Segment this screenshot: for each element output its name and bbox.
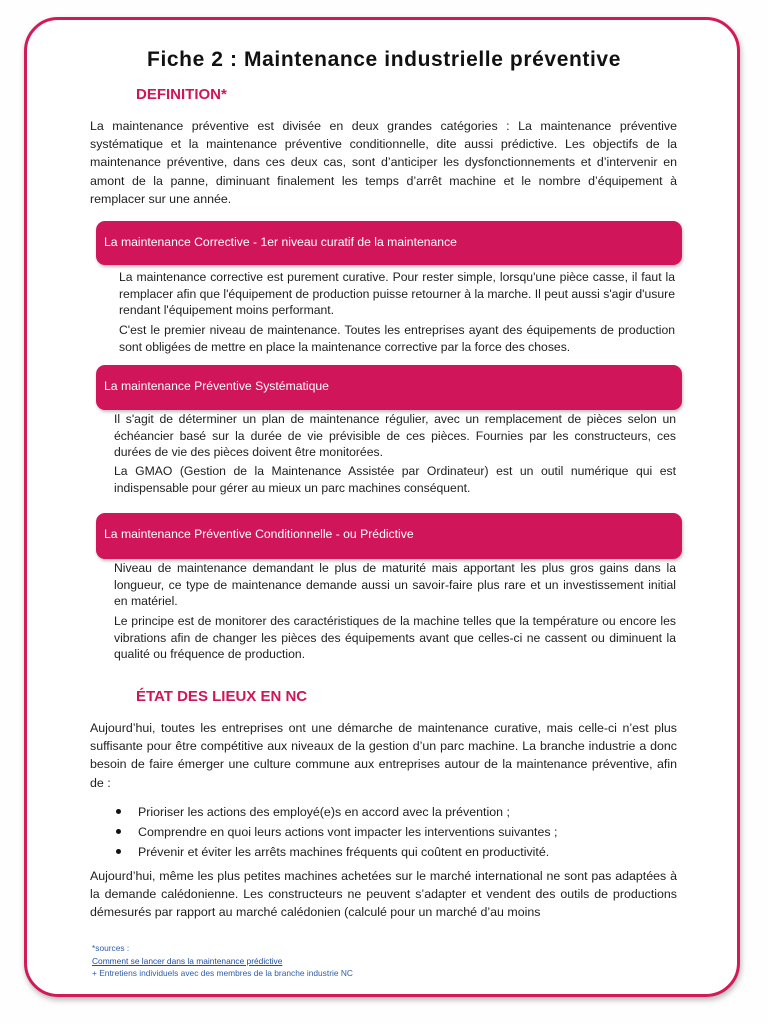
etat-intro-paragraph: Aujourd’hui, toutes les entreprises ont une démarche de maintenance curative, mais celle-ci n’est plus suffisante pour être compétitive aux niveaux de la gestion d’un parc machine. La branche industrie a donc besoin de faire émerger une culture commune aux entreprises autour de la maintenance préventive, afin de :: [90, 721, 677, 790]
bullet-dot-icon: [116, 829, 121, 834]
etat-heading: ÉTAT DES LIEUX EN NC: [136, 688, 308, 705]
etat-outro-paragraph: Aujourd’hui, même les plus petites machines achetées sur le marché international ne sont pas adaptées à la demande calédonienne. Les constructeurs ne peuvent s’adapter et vendent des outils de productions démesurés par rapport au marché calédonien (calculé pour un marché d’au moins: [90, 869, 677, 920]
section-bar-conditionnelle: La maintenance Préventive Conditionnelle - ou Prédictive: [96, 513, 682, 559]
sources-link[interactable]: Comment se lancer dans la maintenance prédictive: [92, 955, 283, 966]
bullet-dot-icon: [116, 809, 121, 814]
conditionnelle-paragraph-2: Le principe est de monitorer des caractéristiques de la machine telles que la température ou encore les vibrations afin de changer les pièces des équipements avant que celles-ci ne cassent ou diminuent la qualité ou fréquence de production.: [114, 614, 676, 661]
systematique-paragraph-1: Il s'agit de déterminer un plan de maintenance régulier, avec un remplacement de pièces selon un échéancier basé sur la durée de vie prévisible de ces pièces. Fournies par les constructeurs, ces durées de vie des pièces doivent être monitorées.: [114, 412, 676, 459]
bullet-text: Prévenir et éviter les arrêts machines fréquents qui coûtent en productivité.: [138, 845, 550, 859]
systematique-paragraph-2: La GMAO (Gestion de la Maintenance Assistée par Ordinateur) est un outil numérique qui est indispensable pour gérer au mieux un parc machines conséquent.: [114, 464, 676, 495]
bullet-dot-icon: [116, 849, 121, 854]
definition-paragraph: La maintenance préventive est divisée en deux grandes catégories : La maintenance préventive systématique et la maintenance préventive conditionnelle, dite aussi prédictive. Les objectifs de la maintenance préventive, dans ces deux cas, sont d’anticiper les dysfonctionnements et d’intervenir en amont de la panne, diminuant finalement les temps d’arrêt machine et le nombre d’équipement à remplacer sur une année.: [90, 119, 677, 206]
section-bar-systematique: La maintenance Préventive Systématique: [96, 365, 682, 410]
corrective-paragraph-1: La maintenance corrective est purement curative. Pour rester simple, lorsqu'une pièce casse, il faut la remplacer afin que l'équipement de production puisse retourner à la marche. Il peut aussi s'agir d'usure rendant l'équipement moins performant.: [119, 270, 675, 317]
sources-block: [92, 942, 353, 980]
section-bar-corrective: La maintenance Corrective - 1er niveau curatif de la maintenance: [96, 221, 682, 265]
bullet-item: [112, 822, 692, 842]
bullet-text: Prioriser les actions des employé(e)s en accord avec la prévention ;: [138, 805, 510, 819]
bullet-item: [112, 842, 692, 862]
bullet-item: [112, 802, 692, 822]
bullet-text: Comprendre en quoi leurs actions vont impacter les interventions suivantes ;: [138, 825, 558, 839]
sources-note: + Entretiens individuels avec des membres de la branche industrie NC: [92, 968, 353, 978]
sources-label: *sources :: [92, 943, 130, 953]
definition-heading: DEFINITION*: [136, 86, 227, 103]
etat-bullet-list: [112, 802, 692, 862]
corrective-paragraph-2: C'est le premier niveau de maintenance. Toutes les entreprises ayant des équipements de production sont obligées de mettre en place la maintenance corrective par la force des choses.: [119, 323, 675, 354]
conditionnelle-paragraph-1: Niveau de maintenance demandant le plus de maturité mais apportant les plus gros gains dans la longueur, ce type de maintenance demande aussi un savoir-faire plus rare et un investissement initial en matériel.: [114, 561, 676, 608]
page-title: Fiche 2 : Maintenance industrielle préventive: [147, 48, 621, 71]
